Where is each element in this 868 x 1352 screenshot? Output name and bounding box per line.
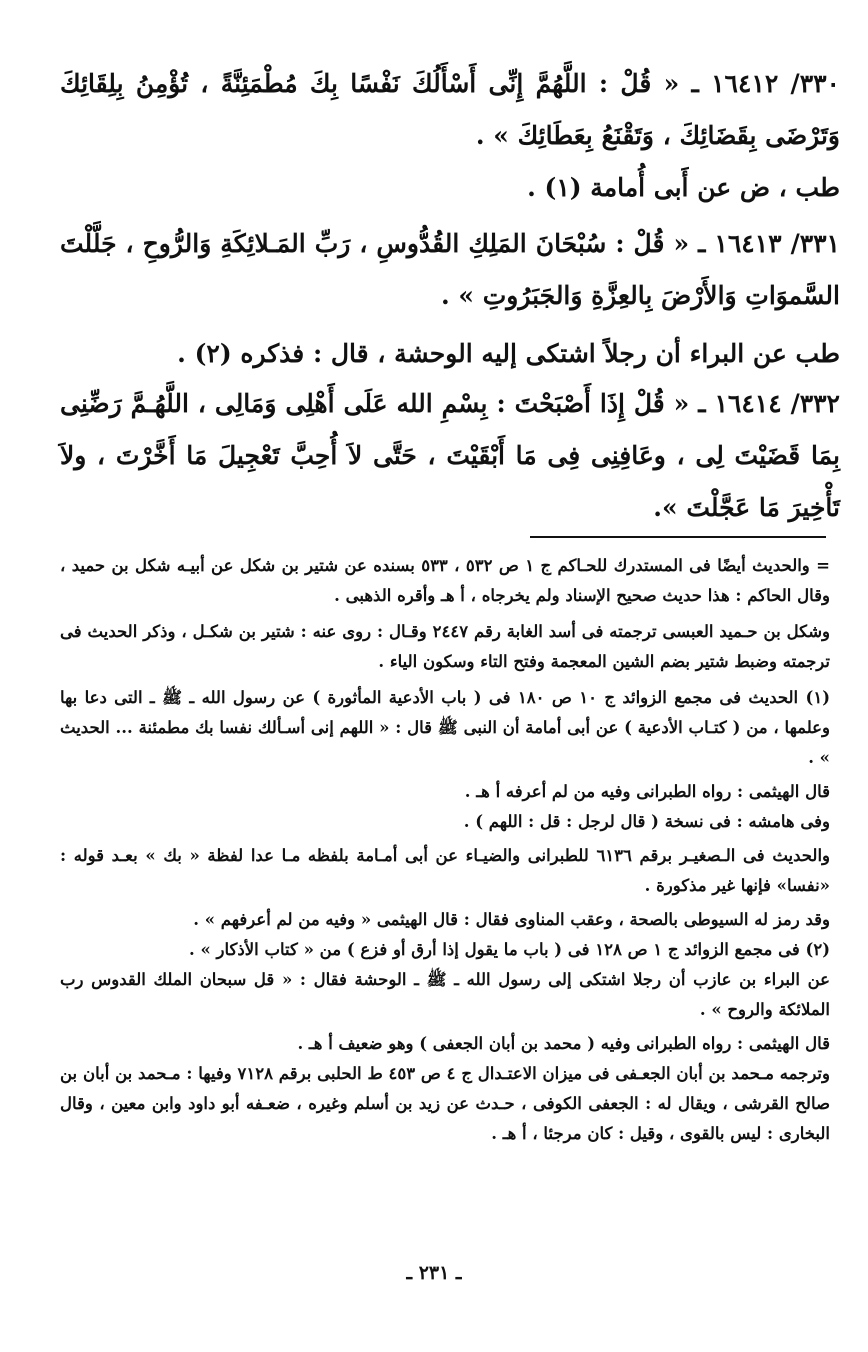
footnote-2: (٢) فى مجمع الزوائد ج ١ ص ١٢٨ فى ( باب ما يقول إذا أرق أو فزع ) من « كتاب الأذكار » . <box>189 940 830 959</box>
footnote-1-haythami: قال الهيثمى : رواه الطبرانى وفيه من لم أعرفه أ هـ . <box>464 782 830 801</box>
page-number: ـ ٢٣١ ـ <box>406 1262 462 1284</box>
hadith-330-source: طب ، ض عن أَبى أُمامة (١) . <box>527 173 840 202</box>
footnote-separator <box>530 536 826 538</box>
footnotes-section <box>60 551 830 1149</box>
footnote-1: (١) الحديث فى مجمع الزوائد ج ١٠ ص ١٨٠ فى ( باب الأدعية المأثورة ) عن رسول الله ـ ﷺ ـ التى دعا بها وعلمها ، من ( كتـاب الأدعية ) عن أبى أمامة أن النبى ﷺ قال : « اللهم إنى أسـألك نفسا بك مطمئنة ... الحديث » . <box>60 688 831 767</box>
footnote-2-mizan: وترجمه مـحمد بن أبان الجعـفى فى ميزان الاعتـدال ج ٤ ص ٤٥٣ ط الحلبى برقم ٧١٢٨ وفيها : مـحمد بن أبان بن صالح القرشى ، ويقال له : الجعفى الكوفى ، حـدث عن زيد بن أسلم وغيره ، ضعـفه أبو داود وابن معين ، وقال البخارى : ليس بالقوى ، وقيل : كان مرجئا ، أ هـ . <box>60 1064 830 1143</box>
hadith-330: ٣٣٠/ ١٦٤١٢ ـ « قُلْ : اللَّهُمَّ إِنِّى أَسْأَلُكَ نَفْسًا بِكَ مُطْمَئِنَّةً ، تُؤْمِنُ بِلِقَائِكَ وَتَرْضَى بِقَضَائِكَ ، وَتَقْنَعُ بِعَطَائِكَ » . <box>60 69 840 150</box>
hadith-332: ٣٣٢/ ١٦٤١٤ ـ « قُلْ إِذَا أَصْبَحْتَ : بِسْمِ الله عَلَى أَهْلِى وَمَالِى ، اللَّهُـمَّ رَضِّنِى بِمَا قَضَيْتَ لِى ، وعَافِنِى فِى مَا أَبْقَيْتَ ، حَتَّى لاَ أُحِبَّ تَعْجِيلَ مَا أَخَّرْتَ ، ولاَ تَأْخِيرَ مَا عَجَّلْتَ ». <box>60 389 840 522</box>
footnote-1-suyuti: وقد رمز له السيوطى بالصحة ، وعقب المناوى فقال : قال الهيثمى « وفيه من لم أعرفهم » . <box>193 910 830 929</box>
footnote-shakal-bio: وشكل بن حـميد العبسى ترجمته فى أسد الغابة رقم ٢٤٤٧ وقـال : روى عنه : شتير بن شكـل ، وذكر الحديث فى ترجمته وضبط شتير بضم الشين المعجمة وفتح التاء وسكون الياء . <box>60 622 830 671</box>
hadith-section <box>60 58 840 534</box>
footnote-1-saghir: والحديث فى الـصغيـر برقم ٦١٣٦ للطبرانى والضيـاء عن أبى أمـامة بلفظه مـا عدا لفظة « بك » بعـد قوله : «نفسا» فإنها غير مذكورة . <box>60 846 831 895</box>
hadith-331-source: طب عن البراء أن رجلاً اشتكى إليه الوحشة ، قال : فذكره (٢) . <box>177 339 840 368</box>
footnote-2-haythami: قال الهيثمى : رواه الطبرانى وفيه ( محمد بن أبان الجعفى ) وهو ضعيف أ هـ . <box>297 1034 830 1053</box>
footnote-2-bara: عن البراء بن عازب أن رجلا اشتكى إلى رسول الله ـ ﷺ ـ الوحشة فقال : « قل سبحان الملك القدوس رب الملائكة والروح » . <box>60 970 830 1019</box>
hadith-331: ٣٣١/ ١٦٤١٣ ـ « قُلْ : سُبْحَانَ المَلِكِ القُدُّوسِ ، رَبِّ المَـلائِكَةِ وَالرُّوحِ ، جَلَّلْتَ السَّموَاتِ وَالأَرْضَ بِالعِزَّةِ وَالجَبَرُوتِ » . <box>60 229 840 310</box>
footnote-1-margin: وفى هامشه : فى نسخة ( قال لرجل : قل : اللهم ) . <box>463 812 830 831</box>
footnote-continuation: = والحديث أيضًا فى المستدرك للحـاكم ج ١ ص ٥٣٢ ، ٥٣٣ بسنده عن شتير بن شكل عن أبيـه شكل بن حميد ، وقال الحاكم : هذا حديث صحيح الإسناد ولم يخرجاه ، أ هـ وأقره الذهبى . <box>60 556 830 605</box>
